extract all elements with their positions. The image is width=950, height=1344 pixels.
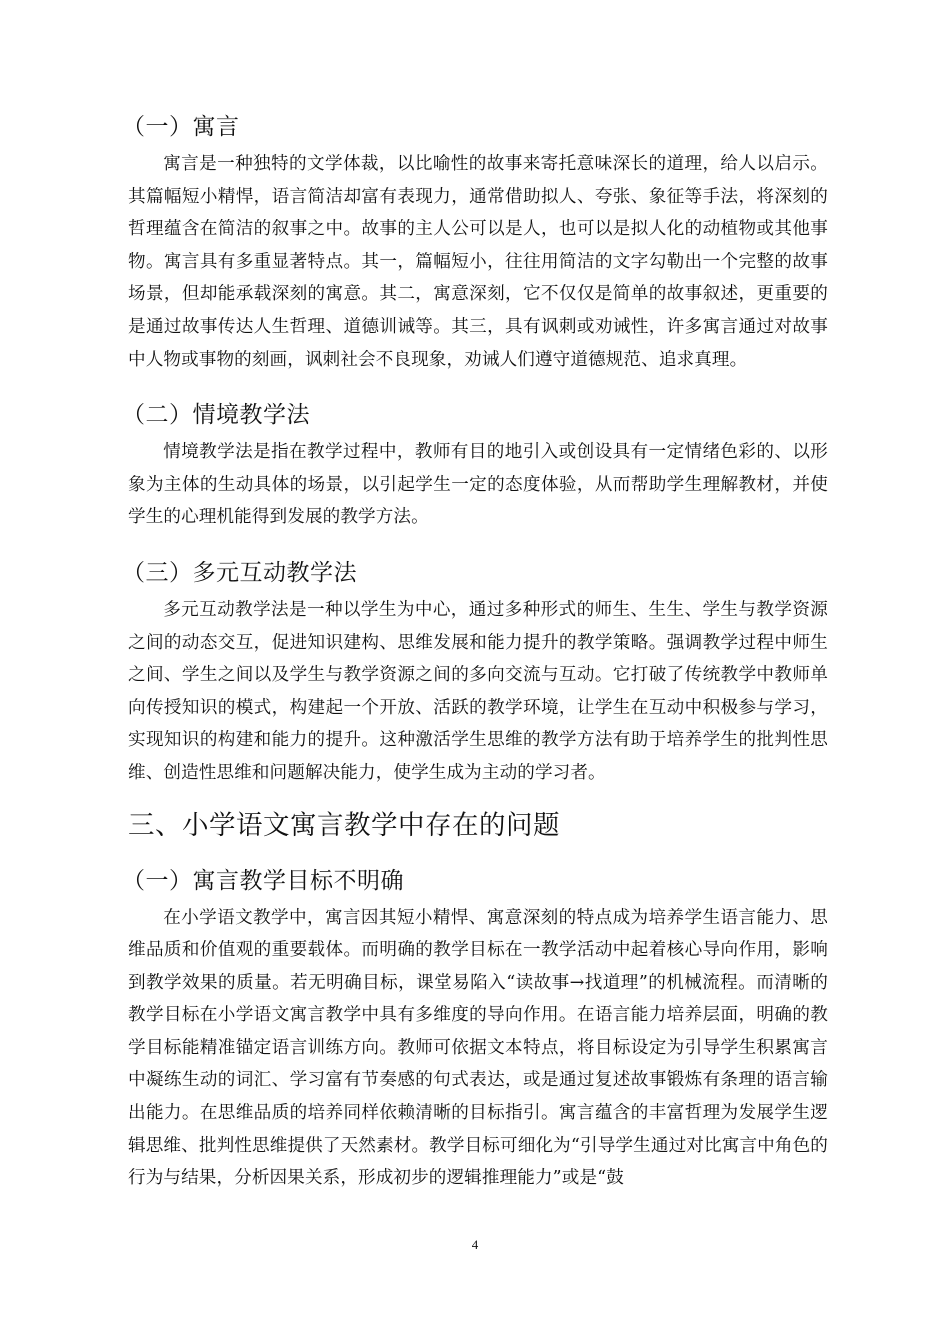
paragraph-interactive-teaching: 多元互动教学法是一种以学生为中心，通过多种形式的师生、生生、学生与教学资源之间的动态交互，促进知识建构、思维发展和能力提升的教学策略。强调教学过程中师生之间、学生之间以及学生与教学资源之间的多向交流与互动。它打破了传统教学中教师单向传授知识的模式，构建起一个开放、活跃的教学环境，让学生在互动中积极参与学习，实现知识的构建和能力的提升。这种激活学生思维的教学方法有助于培养学生的批判性思维、创造性思维和问题解决能力，使学生成为主动的学习者。: [128, 599, 828, 783]
section-heading-unclear-goals: （一）寓言教学目标不明确: [122, 867, 404, 894]
paragraph-fable-definition: 寓言是一种独特的文学体裁，以比喻性的故事来寄托意味深长的道理，给人以启示。其篇幅短小精悍，语言简洁却富有表现力，通常借助拟人、夸张、象征等手法，将深刻的哲理蕴含在简洁的叙事之中。故事的主人公可以是人，也可以是拟人化的动植物或其他事物。寓言具有多重显著特点。其一，篇幅短小，往往用简洁的文字勾勒出一个完整的故事场景，但却能承载深刻的寓意。其二，寓意深刻，它不仅仅是简单的故事叙述，更重要的是通过故事传达人生哲理、道德训诫等。其三，具有讽刺或劝诫性，许多寓言通过对故事中人物或事物的刻画，讽刺社会不良现象，劝诫人们遵守道德规范、追求真理。: [128, 154, 828, 370]
page-number: 4: [471, 1237, 479, 1252]
section-heading-interactive-teaching: （三）多元互动教学法: [122, 559, 357, 586]
page-content: [122, 110, 828, 1195]
paragraph-situational-teaching: 情境教学法是指在教学过程中，教师有目的地引入或创设具有一定情绪色彩的、以形象为主体的生动具体的场景，以引起学生一定的态度体验，从而帮助学生理解教材，并使学生的心理机能得到发展的教学方法。: [128, 442, 828, 528]
section-heading-fable: （一）寓言: [122, 114, 240, 140]
paragraph-unclear-goals: 在小学语文教学中，寓言因其短小精悍、寓意深刻的特点成为培养学生语言能力、思维品质和价值观的重要载体。而明确的教学目标在一教学活动中起着核心导向作用，影响到教学效果的质量。若无明确目标，课堂易陷入“读故事→找道理”的机械流程。而清晰的教学目标在小学语文寓言教学中具有多维度的导向作用。在语言能力培养层面，明确的教学目标能精准锚定语言训练方向。教师可依据文本特点，将目标设定为引导学生积累寓言中凝练生动的词汇、学习富有节奏感的句式表达，或是通过复述故事锻炼有条理的语言输出能力。在思维品质的培养同样依赖清晰的目标指引。寓言蕴含的丰富哲理为发展学生逻辑思维、批判性思维提供了天然素材。教学目标可细化为“引导学生通过对比寓言中角色的行为与结果，分析因果关系，形成初步的逻辑推理能力”或是“鼓: [128, 907, 828, 1189]
section-heading-situational-teaching: （二）情境教学法: [122, 402, 310, 429]
chapter-heading-problems: 三、小学语文寓言教学中存在的问题: [128, 809, 560, 841]
